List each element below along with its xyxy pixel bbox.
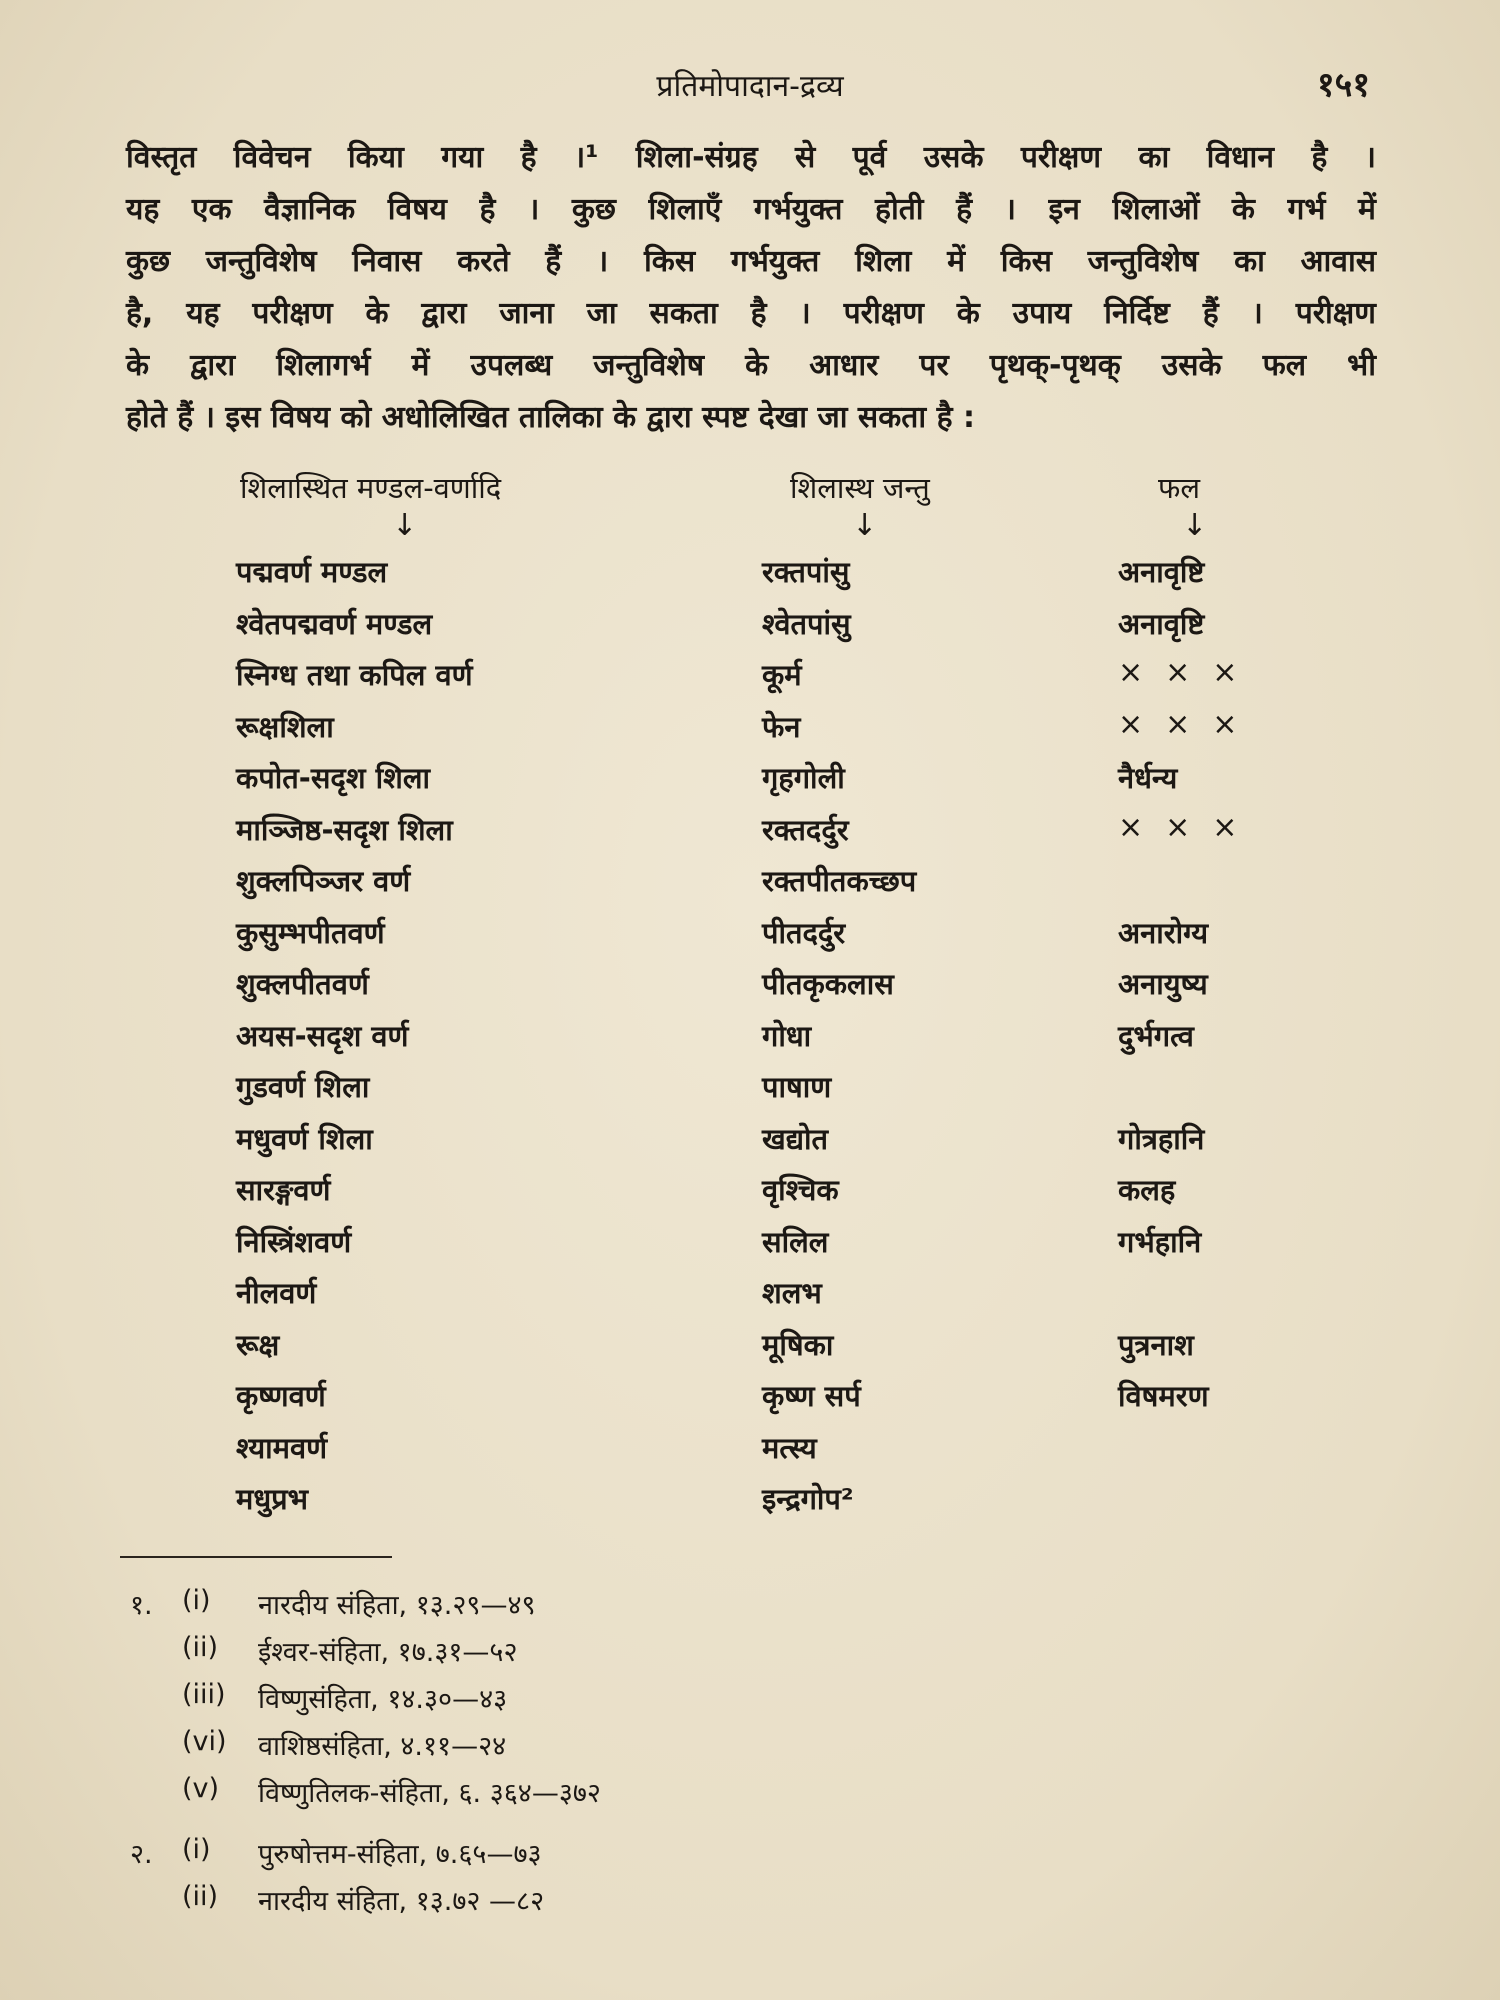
footnote-line — [0, 1881, 1500, 1927]
down-arrow-icon: ↓ — [852, 508, 878, 543]
down-arrow-icon: ↓ — [1182, 508, 1208, 543]
running-head: प्रतिमोपादान-द्रव्य — [656, 69, 844, 104]
cell-colour: माञ्जिष्ठ-सदृश शिला — [236, 812, 453, 847]
cell-creature: पाषाण — [762, 1070, 832, 1104]
footnote-text: ईश्वर-संहिता, १७.३१—५२ — [258, 1637, 518, 1668]
footnote-index: (ii) — [182, 1632, 219, 1663]
cell-colour: नीलवर्ण — [236, 1276, 317, 1310]
footnote-text: नारदीय संहिता, १३.७२ —८२ — [258, 1886, 545, 1917]
footnote-number: १. — [130, 1590, 153, 1621]
footnote-index: (vi) — [182, 1726, 227, 1757]
footnote-separator — [120, 1556, 392, 1558]
cell-result: कलह — [1118, 1173, 1176, 1207]
cell-result: ××× — [1118, 809, 1260, 845]
table-row — [0, 1325, 1500, 1376]
footnote-line — [0, 1632, 1500, 1678]
cell-colour: पद्मवर्ण मण्डल — [236, 555, 388, 589]
footnote-text: पुरुषोत्तम-संहिता, ७.६५—७३ — [258, 1839, 542, 1870]
cell-result: अनायुष्य — [1118, 967, 1208, 1001]
table-row — [0, 552, 1500, 603]
table-row — [0, 1479, 1500, 1530]
footnote-index: (iii) — [182, 1679, 226, 1710]
table-header-colour: शिलास्थित मण्डल-वर्णादि — [240, 471, 502, 505]
cell-result: पुत्रनाश — [1118, 1327, 1194, 1362]
table-row — [0, 1273, 1500, 1324]
body-line: है, यह परीक्षण के द्वारा जाना जा सकता है । परीक्षण के उपाय निर्दिष्ट हैं । परीक्षण — [126, 296, 1376, 331]
cell-colour: कुसुम्भपीतवर्ण — [236, 915, 385, 950]
footnote-index: (v) — [182, 1773, 220, 1804]
cell-creature: कृष्ण सर्प — [762, 1379, 861, 1413]
cell-result: अनारोग्य — [1118, 915, 1209, 950]
cell-creature: वृश्चिक — [762, 1173, 839, 1207]
cell-creature: मूषिका — [762, 1327, 834, 1362]
cell-colour: शुक्लपीतवर्ण — [236, 967, 369, 1001]
footnote-index: (ii) — [182, 1881, 219, 1912]
cell-creature: सलिल — [762, 1224, 829, 1259]
body-line: के द्वारा शिलागर्भ में उपलब्ध जन्तुविशेष के आधार पर पृथक्-पृथक् उसके फल भी — [126, 348, 1376, 383]
cell-result: गोत्रहानि — [1118, 1121, 1205, 1156]
cell-creature: गृहगोली — [762, 761, 845, 795]
table-header-creature: शिलास्थ जन्तु — [790, 471, 930, 505]
table-row — [0, 861, 1500, 912]
table-header-result: फल — [1158, 471, 1201, 505]
body-paragraph — [126, 132, 1376, 444]
cell-creature: पीतदर्दुर — [762, 915, 846, 950]
table-row — [0, 1222, 1500, 1273]
cell-colour: मधुप्रभ — [236, 1482, 309, 1516]
cell-colour: मधुवर्ण शिला — [236, 1121, 373, 1156]
cell-result: दुर्भगत्व — [1118, 1018, 1194, 1053]
table-row — [0, 1428, 1500, 1479]
table-row — [0, 655, 1500, 706]
cell-result: ××× — [1118, 706, 1260, 742]
cell-colour: निस्त्रिंशवर्ण — [236, 1224, 352, 1259]
table-row — [0, 1170, 1500, 1221]
table-row — [0, 1067, 1500, 1118]
cell-colour: श्यामवर्ण — [236, 1430, 328, 1465]
cell-colour: शुक्लपिञ्जर वर्ण — [236, 864, 411, 898]
footnote-text: विष्णुसंहिता, १४.३०—४३ — [258, 1684, 508, 1715]
down-arrow-icon: ↓ — [392, 508, 418, 543]
cell-creature: मत्स्य — [762, 1430, 817, 1465]
cell-colour: स्निग्ध तथा कपिल वर्ण — [236, 658, 473, 692]
cell-colour: सारङ्गवर्ण — [236, 1173, 331, 1207]
table-row — [0, 810, 1500, 861]
cell-colour: श्वेतपद्मवर्ण मण्डल — [236, 606, 433, 641]
cell-colour: रूक्षशिला — [236, 709, 334, 744]
cell-creature: खद्योत — [762, 1121, 829, 1156]
footnote-line — [0, 1834, 1500, 1880]
footnote-line — [0, 1773, 1500, 1819]
body-line: विस्तृत विवेचन किया गया है ।¹ शिला-संग्रह से पूर्व उसके परीक्षण का विधान है । — [126, 140, 1376, 175]
footnote-text: नारदीय संहिता, १३.२९—४९ — [258, 1590, 536, 1621]
body-line: होते हैं । इस विषय को अधोलिखित तालिका के द्वारा स्पष्ट देखा जा सकता है : — [126, 400, 975, 435]
cell-result: ××× — [1118, 655, 1260, 690]
cell-result: गर्भहानि — [1118, 1224, 1202, 1259]
cell-colour: कपोत-सदृश शिला — [236, 761, 431, 795]
table-row — [0, 913, 1500, 964]
table-row — [0, 1016, 1500, 1067]
cell-creature: पीतकृकलास — [762, 967, 894, 1001]
cell-creature: शलभ — [762, 1276, 822, 1310]
body-line: यह एक वैज्ञानिक विषय है । कुछ शिलाएँ गर्भयुक्त होती हैं । इन शिलाओं के गर्भ में — [126, 192, 1376, 227]
cell-colour: अयस-सदृश वर्ण — [236, 1018, 409, 1053]
footnote-text: विष्णुतिलक-संहिता, ६. ३६४—३७२ — [258, 1778, 601, 1809]
cell-colour: रूक्ष — [236, 1327, 280, 1362]
cell-creature: कूर्म — [762, 658, 802, 692]
cell-creature: रक्तपांसु — [762, 555, 850, 589]
footnote-index: (i) — [182, 1585, 211, 1616]
cell-creature: रक्तदर्दुर — [762, 812, 849, 847]
footnote-line — [0, 1679, 1500, 1725]
cell-result: नैर्धन्य — [1118, 761, 1178, 795]
table-row — [0, 1119, 1500, 1170]
table-row — [0, 604, 1500, 655]
footnote-number: २. — [130, 1839, 153, 1870]
table-row — [0, 964, 1500, 1015]
cell-colour: कृष्णवर्ण — [236, 1379, 326, 1413]
cell-creature: गोधा — [762, 1018, 812, 1053]
page-number: १५१ — [1316, 65, 1370, 105]
table-row — [0, 707, 1500, 758]
cell-result: विषमरण — [1118, 1379, 1209, 1413]
table-row — [0, 1376, 1500, 1427]
cell-creature: श्वेतपांसु — [762, 606, 851, 641]
cell-creature: रक्तपीतकच्छप — [762, 864, 917, 898]
table-row — [0, 758, 1500, 809]
footnote-index: (i) — [182, 1834, 211, 1865]
cell-creature: फेन — [762, 709, 801, 744]
cell-creature: इन्द्रगोप² — [762, 1482, 854, 1516]
footnote-line — [0, 1726, 1500, 1772]
footnote-line — [0, 1585, 1500, 1631]
cell-result: अनावृष्टि — [1118, 555, 1205, 589]
cell-result: अनावृष्टि — [1118, 606, 1205, 641]
footnote-text: वाशिष्ठसंहिता, ४.११—२४ — [258, 1731, 507, 1762]
cell-colour: गुडवर्ण शिला — [236, 1070, 370, 1104]
body-line: कुछ जन्तुविशेष निवास करते हैं । किस गर्भयुक्त शिला में किस जन्तुविशेष का आवास — [126, 244, 1376, 279]
